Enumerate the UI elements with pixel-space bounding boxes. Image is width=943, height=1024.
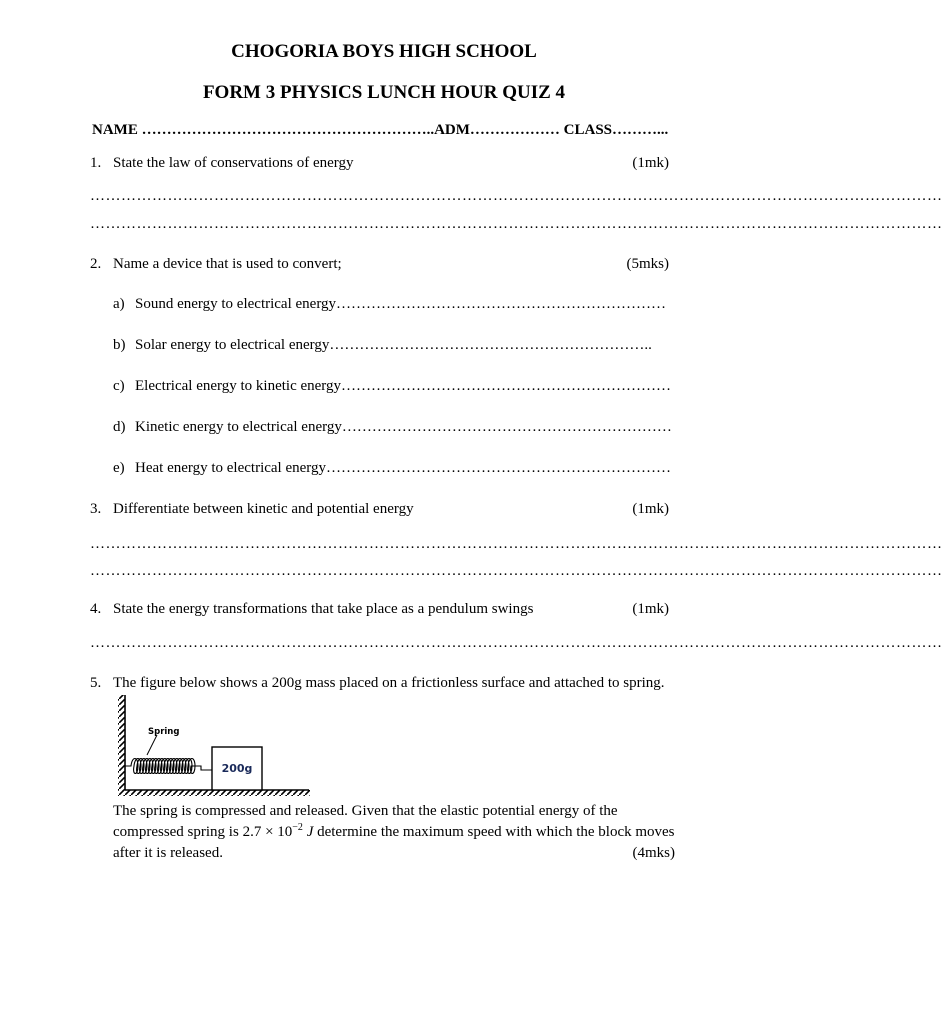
item-c-label: c)	[113, 378, 125, 394]
question-3-number: 3.	[90, 501, 102, 517]
item-a-label: a)	[113, 296, 125, 312]
question-3-text: Differentiate between kinetic and potential energy	[113, 501, 414, 517]
question-1-text: State the law of conservations of energy	[113, 155, 354, 171]
question-3-marks: (1mk)	[632, 501, 669, 517]
question-1-marks: (1mk)	[632, 155, 669, 171]
question-5-line-2	[113, 824, 675, 841]
spring-label-pointer	[147, 735, 157, 755]
item-e-label: e)	[113, 460, 125, 476]
spring-label: Spring	[148, 727, 180, 737]
question-2-marks: (5mks)	[626, 256, 669, 272]
spring-mass-figure	[113, 693, 313, 799]
item-b-text: Solar energy to electrical energy………………………………………………………..	[135, 337, 652, 353]
floor-hatching	[118, 790, 310, 796]
question-5-line-3: after it is released.	[113, 845, 223, 861]
question-1-number: 1.	[90, 155, 102, 171]
question-5-number: 5.	[90, 675, 102, 691]
item-e-text: Heat energy to electrical energy……………………………………………………………	[135, 460, 672, 476]
energy-coefficient: 2.7 × 10	[242, 824, 293, 840]
question-5-text: The figure below shows a 200g mass placed on a frictionless surface and attached to spring.	[113, 675, 665, 691]
question-5-line-1: The spring is compressed and released. Given that the elastic potential energy of the	[113, 803, 618, 819]
question-2-text: Name a device that is used to convert;	[113, 256, 342, 272]
answer-line[interactable]: …………………………………………………………………………………………………………………………………………………	[90, 635, 943, 651]
item-c-text: Electrical energy to kinetic energy…………………………………………………………	[135, 378, 672, 394]
item-d-text: Kinetic energy to electrical energy…………………………………………………………	[135, 419, 672, 435]
item-b-label: b)	[113, 337, 126, 353]
question-4-marks: (1mk)	[632, 601, 669, 617]
energy-exponent: −2	[292, 822, 303, 833]
answer-line[interactable]: …………………………………………………………………………………………………………………………………………………	[90, 188, 943, 204]
question-4-number: 4.	[90, 601, 102, 617]
question-5-marks: (4mks)	[632, 845, 675, 861]
energy-unit: J	[306, 824, 314, 840]
question-2-number: 2.	[90, 256, 102, 272]
line-2-end: determine the maximum speed with which the block moves	[317, 824, 675, 840]
mass-label: 200g	[221, 762, 253, 775]
item-d-label: d)	[113, 419, 126, 435]
line-2-start: compressed spring is	[113, 824, 239, 840]
question-4-text: State the energy transformations that take place as a pendulum swings	[113, 601, 534, 617]
answer-line[interactable]: …………………………………………………………………………………………………………………………………………………	[90, 536, 943, 552]
student-details-line: NAME …………………………………………………..ADM……………… CLASS………...	[92, 122, 669, 138]
answer-line[interactable]: …………………………………………………………………………………………………………………………………………………	[90, 216, 943, 232]
quiz-title: FORM 3 PHYSICS LUNCH HOUR QUIZ 4	[202, 82, 566, 103]
spring	[125, 759, 212, 774]
wall-hatching	[118, 695, 125, 791]
school-name: CHOGORIA BOYS HIGH SCHOOL	[231, 41, 537, 62]
item-a-text: Sound energy to electrical energy…………………………………………………………	[135, 296, 667, 312]
answer-line[interactable]: …………………………………………………………………………………………………………………………………………………	[90, 563, 943, 579]
